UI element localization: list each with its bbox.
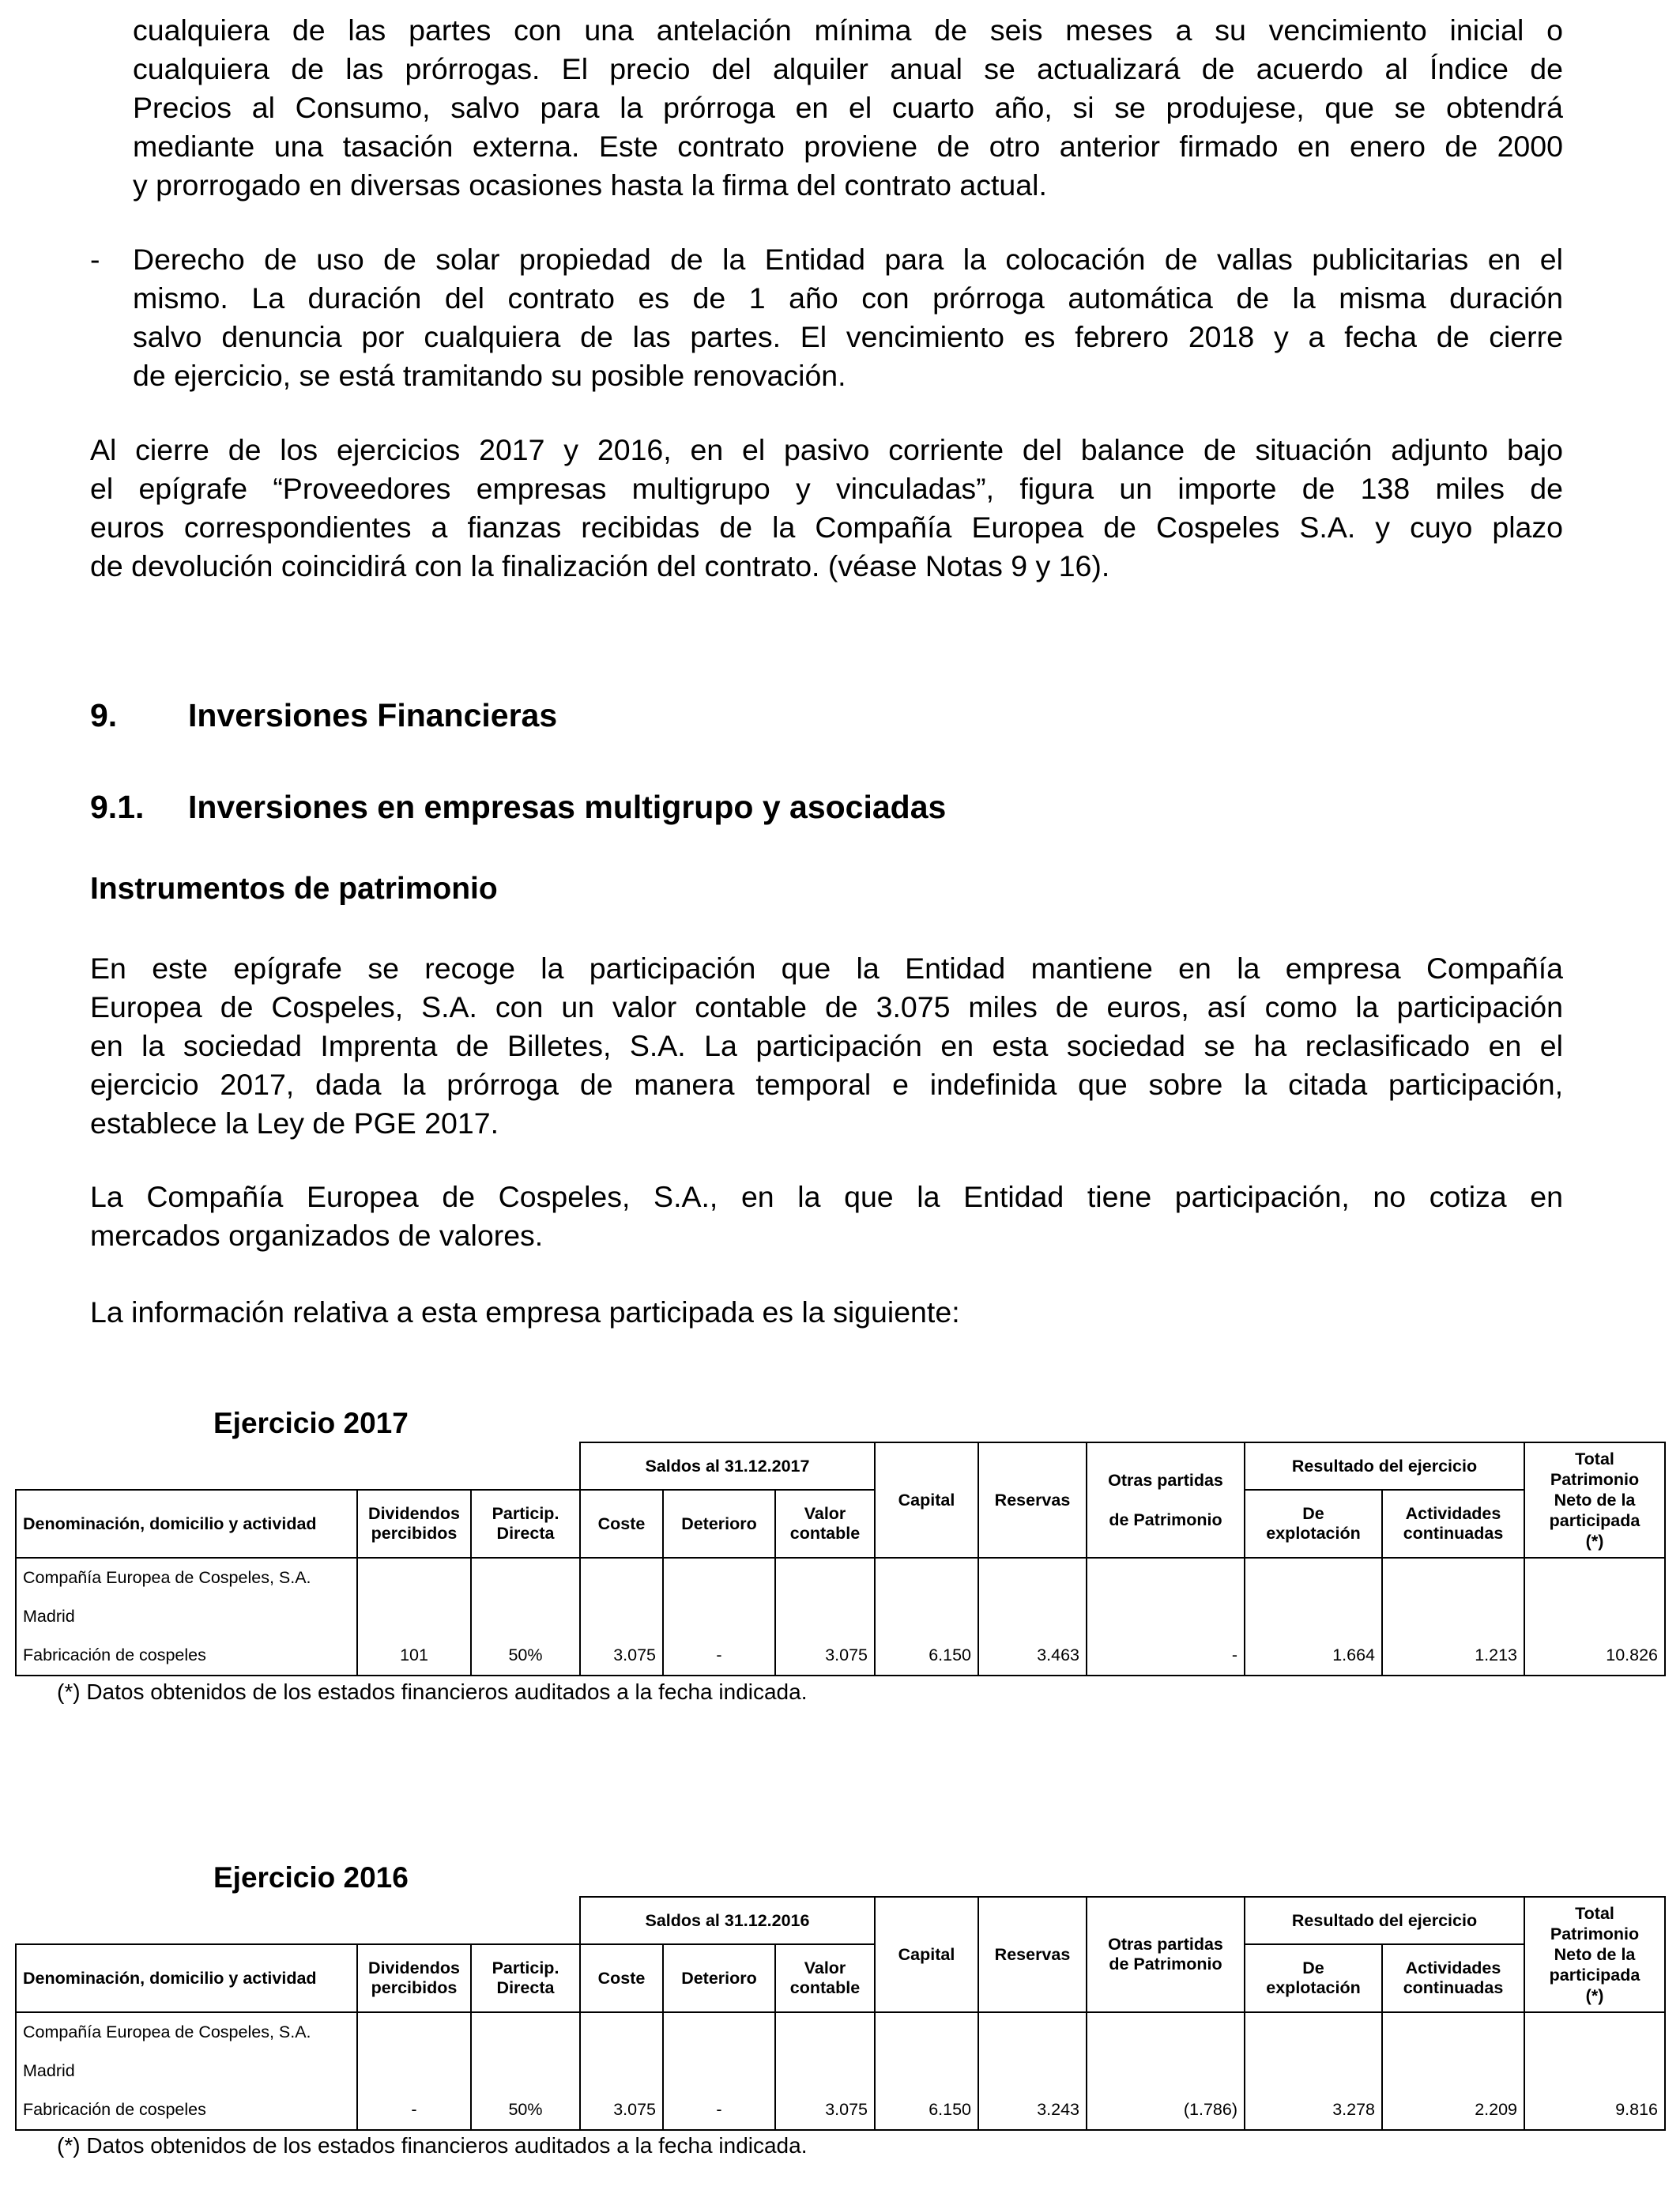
table-row [16,1636,1665,1676]
table-row [16,1597,1665,1636]
capital-header: Capital [875,1897,978,2012]
otras-partidas-header: Otras partidas de Patrimonio [1087,1442,1245,1558]
text-line: En este epígrafe se recoge la participación que la Entidad mantiene en la empresa Compañía [90,952,1563,985]
text-line: de ejercicio, se está tramitando su posible renovación. [133,359,846,392]
cell-valor-contable: 3.075 [775,2090,875,2130]
denominacion-header: Denominación, domicilio y actividad [16,1490,357,1558]
cell-explotacion: 3.278 [1245,2090,1382,2130]
text-line: La información relativa a esta empresa participada es la siguiente: [90,1295,960,1329]
dividendos-header: Dividendos percibidos [357,1944,471,2012]
table-row [16,1558,1665,1597]
deterioro-header: Deterioro [663,1944,775,2012]
cell-actividades: 1.213 [1382,1636,1524,1676]
deterioro-header: Deterioro [663,1490,775,1558]
investment-table-2016 [15,1896,1666,2131]
text-line: mercados organizados de valores. [90,1219,544,1252]
cell-explotacion: 1.664 [1245,1636,1382,1676]
text-line: Derecho de uso de solar propiedad de la Entidad para la colocación de vallas publicitarias en el [133,243,1563,276]
saldos-header: Saldos al 31.12.2016 [580,1897,875,1944]
table-footnote-2016: (*) Datos obtenidos de los estados financieros auditados a la fecha indicada. [57,2133,808,2158]
cell-actividades: 2.209 [1382,2090,1524,2130]
listing-paragraph [90,1178,1563,1255]
text-line: Al cierre de los ejercicios 2017 y 2016, en el pasivo corriente del balance de situación adjunto bajo [90,433,1563,466]
particip-header: Particip. Directa [471,1944,580,2012]
cell-deterioro: - [663,1636,775,1676]
row-label: Fabricación de cospeles [16,1636,357,1676]
cell-dividendos: - [357,2090,471,2130]
text-line: en la sociedad Imprenta de Billetes, S.A. La participación en esta sociedad se ha reclasificado en el [90,1029,1563,1062]
cell-capital: 6.150 [875,2090,978,2130]
text-line: Europea de Cospeles, S.A. con un valor contable de 3.075 miles de euros, así como la participación [90,990,1563,1023]
actividades-header: Actividades continuadas [1382,1944,1524,2012]
denominacion-header: Denominación, domicilio y actividad [16,1944,357,2012]
coste-header: Coste [580,1944,663,2012]
resultado-header: Resultado del ejercicio [1245,1897,1524,1944]
coste-header: Coste [580,1490,663,1558]
cell-particip: 50% [471,2090,580,2130]
text-line: euros correspondientes a fianzas recibidas de la Compañía Europea de Cospeles S.A. y cuyo plazo [90,511,1563,544]
cell-reservas: 3.243 [978,2090,1087,2130]
billboard-lease-bullet [133,240,1563,395]
table-row [16,2052,1665,2090]
section-number: 9. [90,697,118,733]
cell-reservas: 3.463 [978,1636,1087,1676]
text-line: y prorrogado en diversas ocasiones hasta la firma del contrato actual. [133,168,1047,202]
text-line: mismo. La duración del contrato es de 1 año con prórroga automática de la misma duración [133,281,1563,315]
subsection-number: 9.1. [90,789,145,825]
lease-continuation-paragraph [133,11,1563,205]
saldos-header: Saldos al 31.12.2017 [580,1442,875,1490]
resultado-header: Resultado del ejercicio [1245,1442,1524,1490]
text-line: de devolución coincidirá con la finalización del contrato. (véase Notas 9 y 16). [90,549,1110,582]
row-label: Madrid [16,1597,357,1636]
text-line: cualquiera de las partes con una antelación mínima de seis meses a su vencimiento inicial o [133,13,1563,47]
cell-valor-contable: 3.075 [775,1636,875,1676]
otras-partidas-header: Otras partidas de Patrimonio [1087,1897,1245,2012]
explotacion-header: De explotación [1245,1944,1382,2012]
table-row [16,2090,1665,2130]
cell-coste: 3.075 [580,1636,663,1676]
text-line: salvo denuncia por cualquiera de las partes. El vencimiento es febrero 2018 y a fecha de cierre [133,320,1563,353]
section-title: Inversiones Financieras [188,697,558,733]
table-footnote-2017: (*) Datos obtenidos de los estados financieros auditados a la fecha indicada. [57,1679,808,1704]
particip-header: Particip. Directa [471,1490,580,1558]
text-line: el epígrafe “Proveedores empresas multigrupo y vinculadas”, figura un importe de 138 miles de [90,472,1563,505]
text-line: ejercicio 2017, dada la prórroga de manera temporal e indefinida que sobre la citada participación, [90,1068,1563,1101]
reservas-header: Reservas [978,1897,1087,2012]
cell-capital: 6.150 [875,1636,978,1676]
cell-total: 9.816 [1524,2090,1665,2130]
cell-dividendos: 101 [357,1636,471,1676]
total-patrimonio-header: Total Patrimonio Neto de la participada (*) [1524,1897,1665,2012]
total-patrimonio-header: Total Patrimonio Neto de la participada (*) [1524,1442,1665,1558]
cell-coste: 3.075 [580,2090,663,2130]
text-line: establece la Ley de PGE 2017. [90,1106,499,1140]
text-line: cualquiera de las prórrogas. El precio del alquiler anual se actualizará de acuerdo al Índice de [133,52,1563,85]
valor-contable-header: Valor contable [775,1490,875,1558]
table-intro-paragraph [90,1293,1563,1332]
row-label: Fabricación de cospeles [16,2090,357,2130]
row-label: Compañía Europea de Cospeles, S.A. [16,1558,357,1597]
cell-particip: 50% [471,1636,580,1676]
text-line: La Compañía Europea de Cospeles, S.A., en la que la Entidad tiene participación, no cotiza en [90,1180,1563,1213]
reservas-header: Reservas [978,1442,1087,1558]
cell-otras-partidas: (1.786) [1087,2090,1245,2130]
row-label: Madrid [16,2052,357,2090]
bullet-marker: - [90,243,100,276]
table-row [16,2012,1665,2052]
cell-deterioro: - [663,2090,775,2130]
capital-header: Capital [875,1442,978,1558]
dividendos-header: Dividendos percibidos [357,1490,471,1558]
valor-contable-header: Valor contable [775,1944,875,2012]
explotacion-header: De explotación [1245,1490,1382,1558]
row-label: Compañía Europea de Cospeles, S.A. [16,2012,357,2052]
cell-otras-partidas: - [1087,1636,1245,1676]
actividades-header: Actividades continuadas [1382,1490,1524,1558]
text-line: mediante una tasación externa. Este contrato proviene de otro anterior firmado en enero de 2000 [133,130,1563,163]
investment-table-2017 [15,1442,1666,1676]
text-line: Precios al Consumo, salvo para la prórroga en el cuarto año, si se produjese, que se obtendrá [133,91,1563,124]
instruments-heading: Instrumentos de patrimonio [90,872,498,906]
table-caption-2017: Ejercicio 2017 [213,1407,409,1439]
subsection-title: Inversiones en empresas multigrupo y asociadas [188,789,947,825]
cell-total: 10.826 [1524,1636,1665,1676]
table-caption-2016: Ejercicio 2016 [213,1861,409,1894]
deposits-paragraph [90,431,1563,586]
participation-paragraph [90,949,1563,1143]
